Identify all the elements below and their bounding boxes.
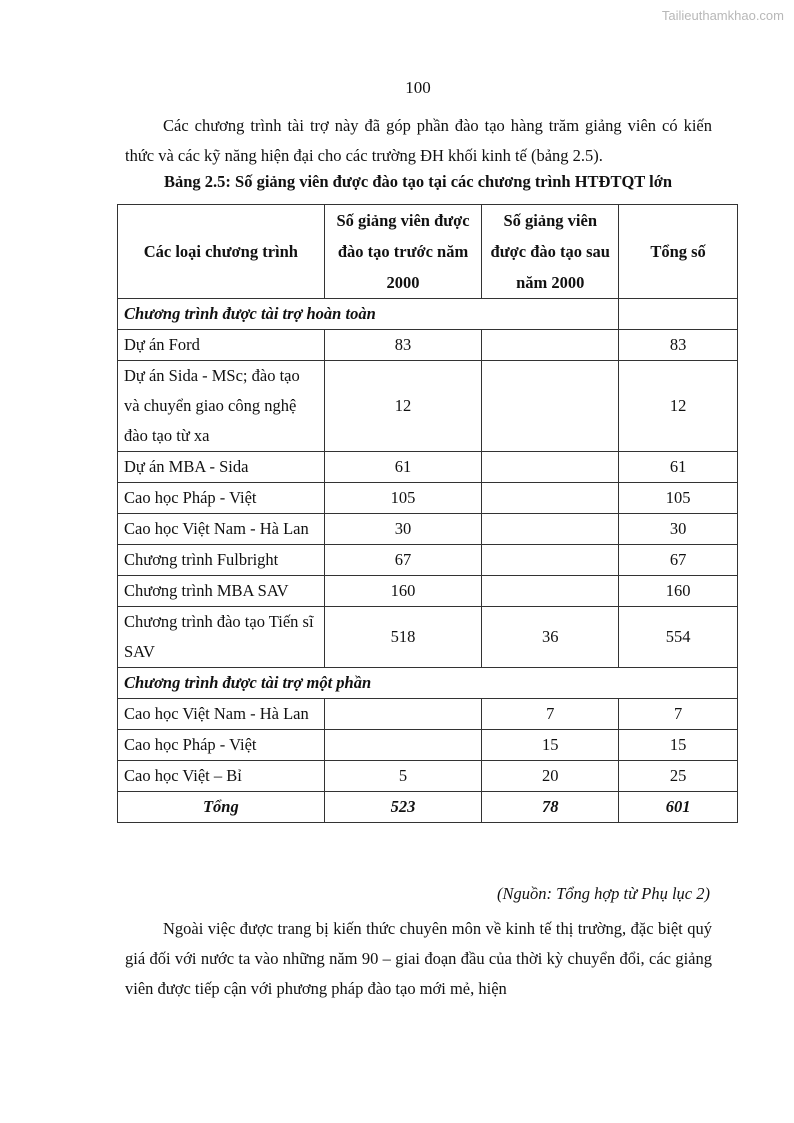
watermark: Tailieuthamkhao.com	[661, 8, 784, 23]
header-after-2000: Số giảng viên được đào tạo sau năm 2000	[482, 205, 619, 299]
section-title-full: Chương trình được tài trợ hoàn toàn	[118, 299, 619, 330]
table-row	[118, 483, 738, 514]
program-name: Chương trình MBA SAV	[118, 576, 325, 607]
total-value: 554	[619, 607, 738, 668]
table-header-row	[118, 205, 738, 299]
section-row	[118, 668, 738, 699]
total-label: Tổng	[118, 792, 325, 823]
total-value: 67	[619, 545, 738, 576]
table-caption: Bảng 2.5: Số giảng viên được đào tạo tại các chương trình HTĐTQT lớn	[163, 172, 673, 191]
page-number: 100	[405, 78, 431, 97]
before-value: 518	[324, 607, 482, 668]
before-value: 5	[324, 761, 482, 792]
program-name: Cao học Việt – Bỉ	[118, 761, 325, 792]
total-value: 15	[619, 730, 738, 761]
program-name: Dự án MBA - Sida	[118, 452, 325, 483]
total-sum: 601	[619, 792, 738, 823]
total-after: 78	[482, 792, 619, 823]
after-value: 7	[482, 699, 619, 730]
table-row	[118, 361, 738, 452]
source-note: (Nguồn: Tổng hợp từ Phụ lục 2)	[496, 884, 710, 903]
total-value: 83	[619, 330, 738, 361]
total-value: 105	[619, 483, 738, 514]
table-row	[118, 761, 738, 792]
program-name: Chương trình đào tạo Tiến sĩ SAV	[118, 607, 325, 668]
table-row	[118, 545, 738, 576]
after-value: 20	[482, 761, 619, 792]
before-value: 12	[324, 361, 482, 452]
after-value	[482, 576, 619, 607]
after-value: 36	[482, 607, 619, 668]
table-row	[118, 699, 738, 730]
total-value: 12	[619, 361, 738, 452]
before-value	[324, 699, 482, 730]
header-program: Các loại chương trình	[118, 205, 325, 299]
before-value	[324, 730, 482, 761]
before-value: 160	[324, 576, 482, 607]
header-total: Tổng số	[619, 205, 738, 299]
after-value	[482, 330, 619, 361]
program-name: Cao học Pháp - Việt	[118, 483, 325, 514]
program-name: Dự án Ford	[118, 330, 325, 361]
training-table	[117, 204, 738, 823]
total-before: 523	[324, 792, 482, 823]
program-name: Dự án Sida - MSc; đào tạo và chuyển giao công nghệ đào tạo từ xa	[118, 361, 325, 452]
after-value	[482, 361, 619, 452]
after-value: 15	[482, 730, 619, 761]
program-name: Cao học Việt Nam - Hà Lan	[118, 699, 325, 730]
table-row	[118, 730, 738, 761]
after-value	[482, 514, 619, 545]
total-value: 7	[619, 699, 738, 730]
after-value	[482, 545, 619, 576]
program-name: Cao học Việt Nam - Hà Lan	[118, 514, 325, 545]
table-row	[118, 576, 738, 607]
table-cell	[619, 299, 738, 330]
before-value: 105	[324, 483, 482, 514]
table-row	[118, 452, 738, 483]
after-value	[482, 483, 619, 514]
before-value: 61	[324, 452, 482, 483]
before-value: 83	[324, 330, 482, 361]
intro-paragraph: Các chương trình tài trợ này đã góp phần đào tạo hàng trăm giảng viên có kiến thức và các kỹ năng hiện đại cho các trường ĐH khối kinh tế (bảng 2.5).	[125, 116, 712, 165]
table-row	[118, 514, 738, 545]
before-value: 30	[324, 514, 482, 545]
total-row	[118, 792, 738, 823]
total-value: 25	[619, 761, 738, 792]
program-name: Cao học Pháp - Việt	[118, 730, 325, 761]
before-value: 67	[324, 545, 482, 576]
section-title-partial: Chương trình được tài trợ một phần	[118, 668, 738, 699]
table-row	[118, 607, 738, 668]
total-value: 30	[619, 514, 738, 545]
after-value	[482, 452, 619, 483]
header-before-2000: Số giảng viên được đào tạo trước năm 2000	[324, 205, 482, 299]
table-row	[118, 330, 738, 361]
section-row	[118, 299, 738, 330]
program-name: Chương trình Fulbright	[118, 545, 325, 576]
total-value: 61	[619, 452, 738, 483]
closing-paragraph: Ngoài việc được trang bị kiến thức chuyên môn về kinh tế thị trường, đặc biệt quý giá đối với nước ta vào những năm 90 – giai đoạn đầu của thời kỳ chuyển đổi, các giảng viên được tiếp cận với phương pháp đào tạo mới mẻ, hiện	[125, 919, 712, 998]
total-value: 160	[619, 576, 738, 607]
